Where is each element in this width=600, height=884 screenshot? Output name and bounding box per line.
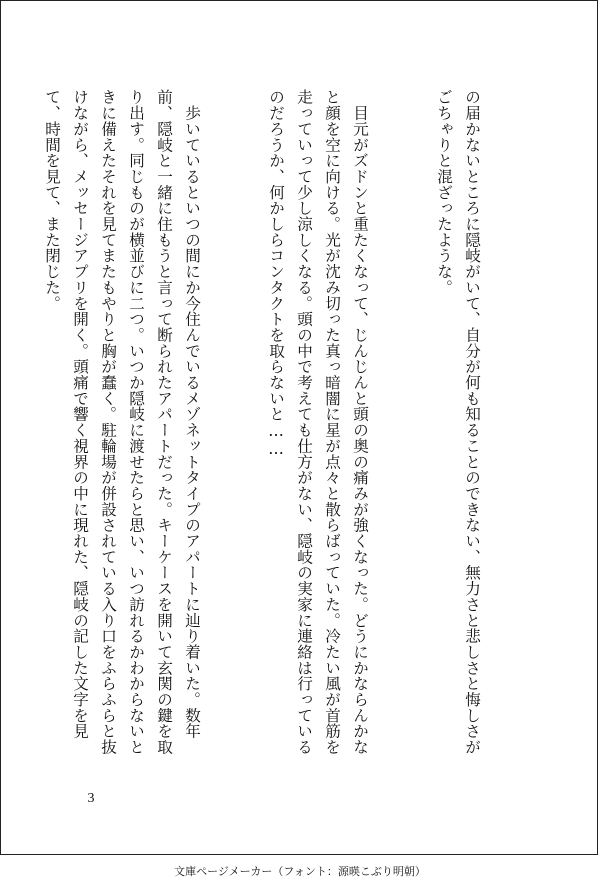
paragraph-1: の届かないところに隠岐がいて、自分が何も知ることのできない、無力さと悲しさと悔しさがごちゃりと混ざったような。: [435, 89, 481, 755]
page-number: 3: [87, 791, 95, 806]
vertical-text-body: [42, 89, 542, 759]
paragraph-3: 歩いているといつの間にか今住んでいるメゾネットタイプのアパートに辿り着いた。数年前、隠岐と一緒に住もうと言って断られたアパートだった。キーケースを開いて玄関の鍵を取り出す。同じものが横並びに二つ。いつか隠岐に渡せたらと思い、いつ訪れるかわからないときに備えたそれを見てまたもやりと胸が蠢く。駐輪場が併設されている入り口をふらふらと抜けながら、メッセージアプリを開く。頭痛で響く視界の中に現れた、隠岐の記した文字を見て、時間を見て、また閉じた。: [43, 89, 201, 755]
footer-credit: 文庫ページメーカー（フォント：源暎こぶり明朝）: [0, 858, 600, 884]
paragraph-2: 目元がズドンと重たくなって、じんじんと頭の奥の痛みが強くなった。どうにかならんかなと顔を空に向ける。光が沈み切った真っ暗闇に星が点々と散らばっていた。冷たい風が首筋を走っていって少し涼しくなる。頭の中で考えても仕方がない、隠岐の実家に連絡は行っているのだろうか、何かしらコンタクトを取らないと……: [267, 89, 369, 755]
